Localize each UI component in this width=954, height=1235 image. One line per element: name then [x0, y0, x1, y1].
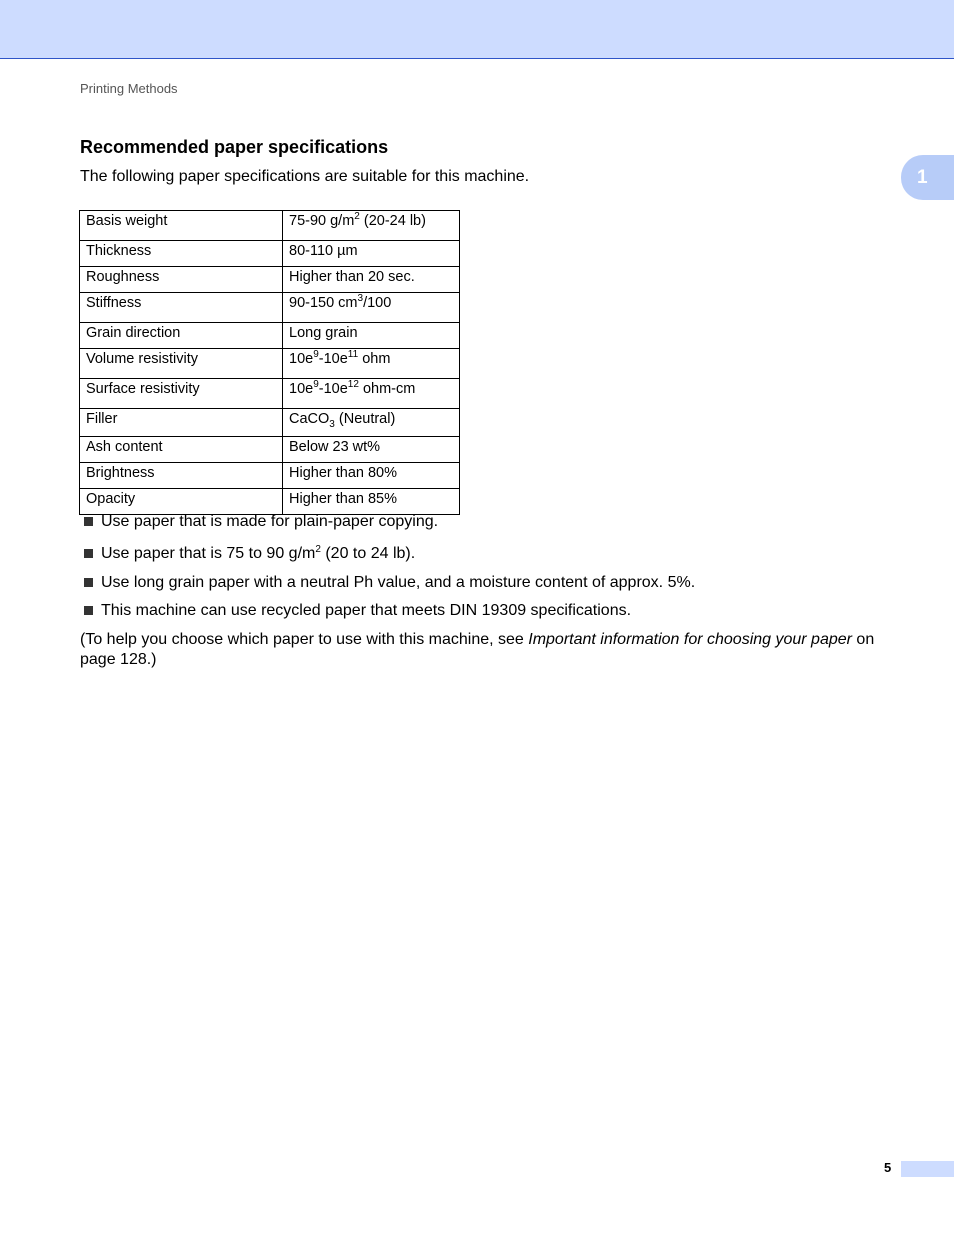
- spec-value: Higher than 80%: [283, 463, 460, 489]
- list-item-text: Use paper that is 75 to 90 $g/m^2$ (20 to 24 lb).: [101, 544, 416, 562]
- table-row: [80, 323, 460, 349]
- table-row: [80, 379, 460, 409]
- header-band: [0, 0, 954, 59]
- table-row: [80, 489, 460, 515]
- spec-value: 75-90 $g/m^2$ (20-24 lb): [283, 211, 460, 241]
- spec-value: 80-110 µm: [283, 241, 460, 267]
- list-item: [84, 513, 695, 541]
- chapter-tab: 1: [901, 155, 954, 200]
- square-bullet-icon: [84, 517, 93, 526]
- square-bullet-icon: [84, 606, 93, 615]
- spec-property: Filler: [80, 409, 283, 437]
- list-item-text: Use long grain paper with a neutral Ph value, and a moisture content of approx. 5%.: [101, 574, 696, 591]
- section-title: Recommended paper specifications: [80, 137, 389, 157]
- spec-property: Roughness: [80, 267, 283, 293]
- list-item-text: Use paper that is made for plain-paper copying.: [101, 513, 439, 530]
- list-item-text: This machine can use recycled paper that meets DIN 19309 specifications.: [101, 602, 632, 619]
- spec-property: Basis weight: [80, 211, 283, 241]
- table-row: [80, 267, 460, 293]
- table-row: [80, 463, 460, 489]
- square-bullet-icon: [84, 578, 93, 587]
- spec-value: Below 23 wt%: [283, 437, 460, 463]
- table-row: [80, 211, 460, 241]
- table-row: [80, 241, 460, 267]
- spec-property: Grain direction: [80, 323, 283, 349]
- spec-property: Ash content: [80, 437, 283, 463]
- table-row: [80, 409, 460, 437]
- spec-property: Thickness: [80, 241, 283, 267]
- spec-property: Opacity: [80, 489, 283, 515]
- spec-value: $10e^9-10e^{12}$ ohm-cm: [283, 379, 460, 409]
- spec-value: $10e^9-10e^{11}$ ohm: [283, 349, 460, 379]
- list-item: [84, 602, 695, 630]
- spec-value: 90-150 $cm^3/100$: [283, 293, 460, 323]
- list-item: [84, 574, 695, 602]
- spec-value: CaCO$_3$ (Neutral): [283, 409, 460, 437]
- table-row: [80, 293, 460, 323]
- spec-value: Higher than 20 sec.: [283, 267, 460, 293]
- footer-bar: [901, 1161, 954, 1177]
- guidance-list: [84, 513, 695, 630]
- spec-property: Brightness: [80, 463, 283, 489]
- page-number: 5: [884, 1160, 892, 1175]
- table-row: [80, 437, 460, 463]
- cross-reference-link[interactable]: Important information for choosing your paper: [528, 631, 852, 648]
- spec-property: Volume resistivity: [80, 349, 283, 379]
- reference-note: (To help you choose which paper to use with this machine, see Important information for choosing your paper on page 128.): [80, 631, 875, 668]
- paper-spec-table: [79, 210, 460, 515]
- spec-value: Higher than 85%: [283, 489, 460, 515]
- spec-value: Long grain: [283, 323, 460, 349]
- spec-property: Surface resistivity: [80, 379, 283, 409]
- square-bullet-icon: [84, 549, 93, 558]
- list-item: [84, 541, 695, 574]
- intro-paragraph: The following paper specifications are suitable for this machine.: [80, 168, 530, 185]
- table-row: [80, 349, 460, 379]
- spec-property: Stiffness: [80, 293, 283, 323]
- running-header: Printing Methods: [80, 81, 178, 96]
